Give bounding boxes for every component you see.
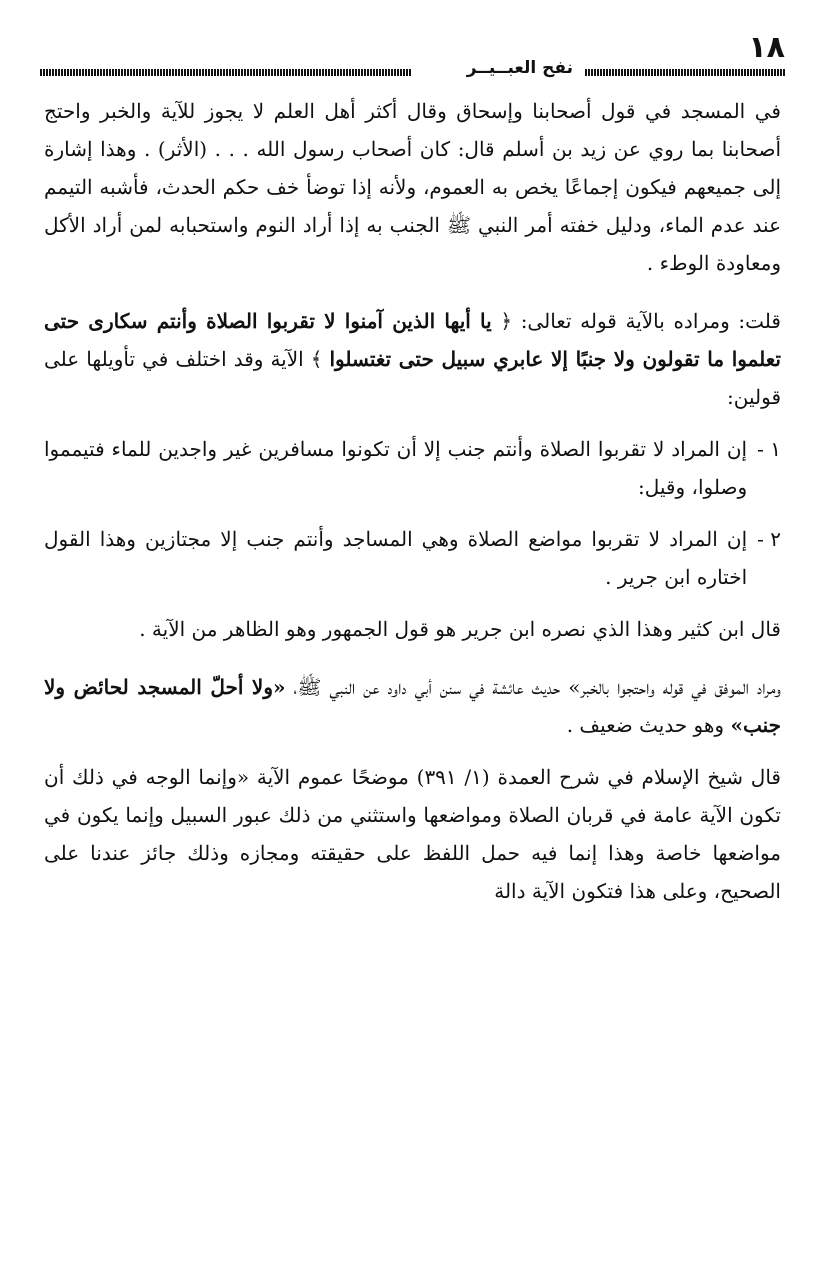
header-rule (40, 68, 785, 77)
paragraph-2-rest: ﴾ الآية وقد اختلف في تأويلها على قولين: (44, 347, 781, 409)
header-rule-right (585, 69, 785, 76)
header-rule-left (40, 69, 412, 76)
list-item-number: ٢ - (757, 527, 781, 551)
list-item-2 (44, 520, 781, 596)
paragraph-5: قال شيخ الإسلام في شرح العمدة (١/ ٣٩١) موضحًا عموم الآية «وإنما الوجه في ذلك أن تكون الآية عامة في قربان الصلاة ومواضعها واستثني من ذلك عبور السبيل وإنما يكون في مواضعها خاصة وهذا إنما فيه حمل اللفظ على حقيقته ومجازه وذلك جائز عندنا على الصحيح، وعلى هذا فتكون الآية دالة (44, 765, 781, 903)
list-item-number: ١ - (757, 437, 781, 461)
paragraph-2 (44, 302, 781, 416)
page-header (40, 30, 785, 80)
page-number: ١٨ (748, 30, 785, 65)
paragraph-4-end: وهو حديث ضعيف . (566, 713, 731, 737)
list-item-text: إن المراد لا تقربوا الصلاة وأنتم جنب إلا أن تكونوا مسافرين غير واجدين للماء فتيمموا وصلوا، وقيل: (44, 437, 748, 499)
quran-verse: يا أيها الذين آمنوا لا تقربوا الصلاة وأنتم سكارى حتى تعلموا ما تقولون ولا جنبًا إلا عابري سبيل حتى تغتسلوا (44, 309, 781, 371)
hadith-quote: «ولا أحلّ المسجد لحائض ولا جنب» (44, 675, 781, 737)
paragraph-4-start: ومراد الموفق في قوله واحتجوا بالخبر» حديث عائشة في سنن أبي داود عن النبي ﷺ، (285, 675, 781, 699)
paragraph-3: قال ابن كثير وهذا الذي نصره ابن جرير هو قول الجمهور وهو الظاهر من الآية . (139, 617, 781, 641)
list-item-1 (44, 430, 781, 506)
list-item-text: إن المراد لا تقربوا مواضع الصلاة وهي المساجد وأنتم جنب إلا مجتازين وهذا القول اختاره ابن جرير . (44, 527, 748, 589)
running-title: نفح العبــيــر (463, 58, 577, 78)
paragraph-4 (44, 668, 781, 744)
page-body (44, 92, 781, 924)
paragraph-2-intro: قلت: ومراده بالآية قوله تعالى: ﴿ (491, 309, 781, 333)
paragraph-1: في المسجد في قول أصحابنا وإسحاق وقال أكثر أهل العلم لا يجوز للآية والخبر واحتج أصحابنا بما روي عن زيد بن أسلم قال: كان أصحاب رسول الله . . . (الأثر) . وهذا إشارة إلى جميعهم فيكون إجماعًا يخص به العموم، ولأنه إذا توضأ خف حكم الحدث، فأشبه التيمم عند عدم الماء، ودليل خفته أمر النبي ﷺ الجنب به إذا أراد النوم واستحبابه لمن أراد الأكل ومعاودة الوطء . (44, 99, 781, 275)
